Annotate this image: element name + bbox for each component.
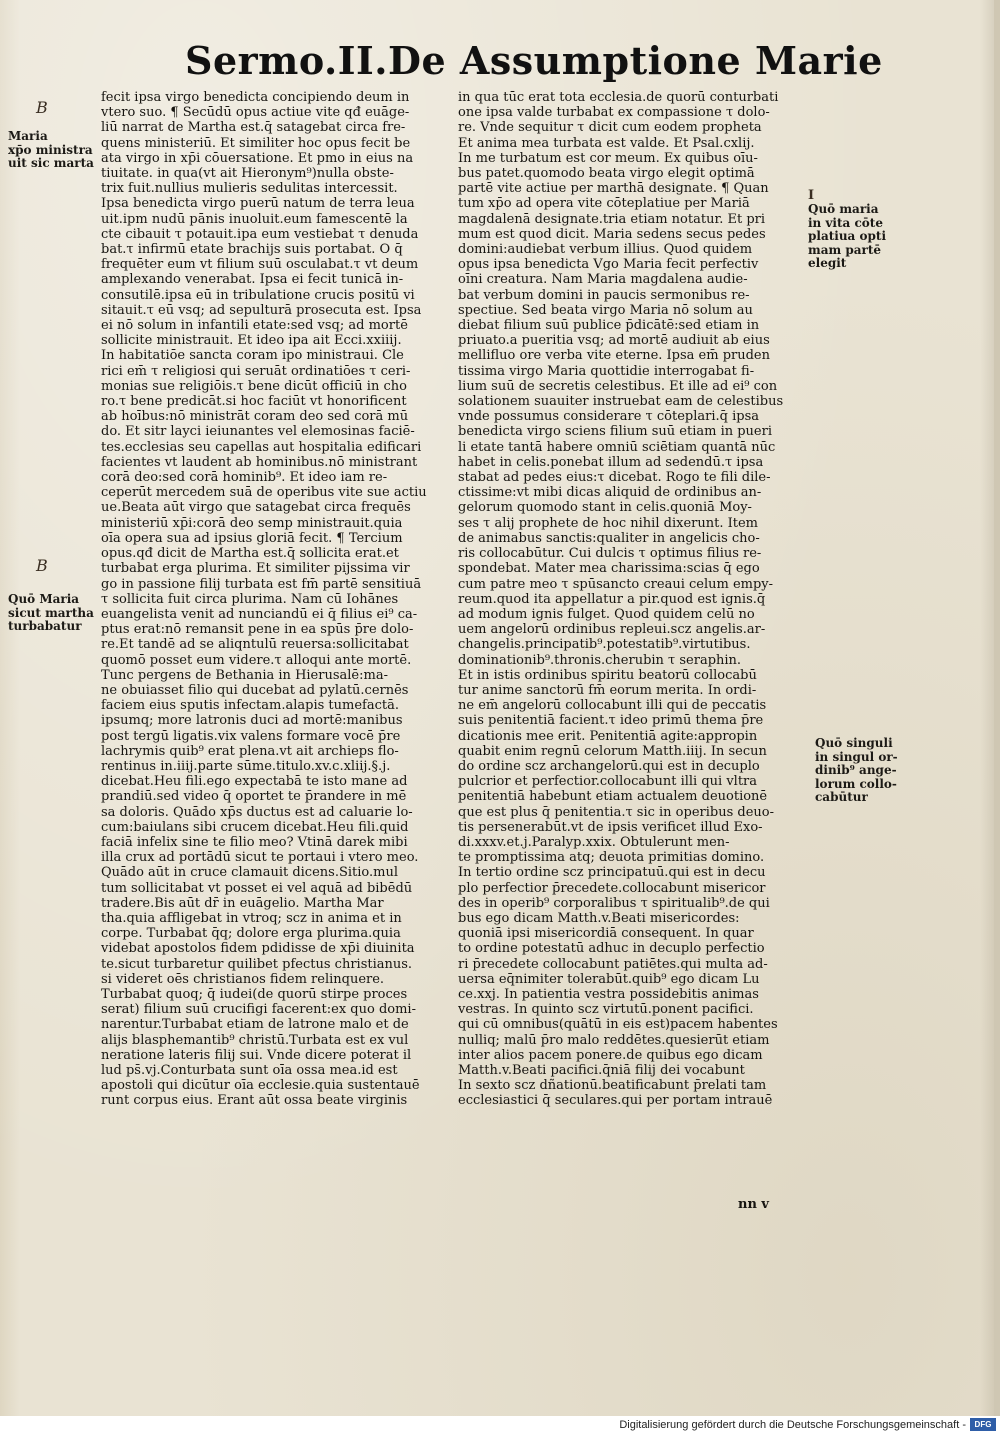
text-line: si videret oēs christianos fidem relinquere. [101,971,385,987]
text-line: go in passione filij turbata est fm̄ partē sensitiuā [101,576,422,592]
text-line: to ordine potestatū adhuc in decuplo perfectio [458,941,765,957]
text-line: partē vite actiue per marthā designate. ¶ Quan [458,181,769,197]
text-line: ministeriū xp̄i:corā deo semp ministrauit.quia [101,515,403,531]
text-line: que est plus q̄ penitentia.τ sic in operibus deuo- [458,804,774,820]
text-line: Tunc pergens de Bethania in Hierusalē:ma- [101,667,388,683]
text-line: rentinus in.iiij.parte sūme.titulo.xv.c.xliij.§.j. [101,758,391,774]
margin-note-line: dinib⁹ ange- [815,763,897,777]
text-line: vestras. In quinto scz virtutū.ponent pacifici. [458,1002,754,1018]
margin-mark-left-mid: B [36,556,48,575]
margin-note-left-top [8,130,94,171]
text-line: dominationib⁹.thronis.cherubin τ seraphin. [458,652,742,668]
text-line: ad modum ignis fulget. Quod quidem celū no [458,606,755,622]
text-line: re. Vnde sequitur τ dicit cum eodem propheta [458,120,762,136]
text-line: vnde possumus considerare τ cōteplari.q̄ ipsa [458,409,759,425]
text-line: te promptissima atq; deuota primitias domino. [458,850,765,866]
text-line: tum sollicitabat vt posset ei vel aquā ad bibēdū [101,880,413,896]
text-line: bat verbum domini in paucis sermonibus re- [458,287,750,303]
text-line: liū narrat de Martha est.q̄ satagebat circa fre- [101,120,406,136]
text-line: gelorum quomodo stant in celis.quoniā Moy- [458,500,752,516]
margin-note-line: elegit [808,256,847,270]
text-line: uersa eq̄nimiter tolerabūt.quib⁹ ego dicam Lu [458,971,760,987]
text-line: uem angelorū ordinibus repleui.scz angelis.ar- [458,622,766,638]
text-line: dicebat.Heu fili.ego expectabā te isto mane ad [101,774,408,790]
text-line: ptus erat:nō remansit pene in ea spūs p̄re dolo- [101,622,414,638]
margin-note-line: lorum collo- [815,776,897,791]
text-line: consutilē.ipsa eū in tribulatione crucis positū vi [101,287,415,303]
text-line: in qua tūc erat tota ecclesia.de quorū conturbati [458,90,779,105]
margin-note-line: Maria [8,129,48,143]
text-line: ab hoībus:nō ministrāt coram deo sed corā mū [101,409,409,425]
text-line: corā deo:sed corā hominib⁹. Et ideo iam re- [101,470,388,486]
text-line: tradere.Bis aūt dr̄ in euāgelio. Martha Mar [101,895,384,911]
text-line: Ipsa benedicta virgo puerū natum de terra leua [101,196,415,212]
text-line: reum.quod ita appellatur a pir.quod est ignis.q̄ [458,591,766,607]
signature-mark: nn v [738,1197,769,1212]
text-line: τ sollicita fuit circa plurima. Nam cū Iohānes [101,591,399,607]
text-line: ce.xxj. In patientia vestra possidebitis animas [458,986,759,1002]
text-line: li etate tantā habere omniū sciētiam quantā nūc [458,439,776,455]
text-line: ctissime:vt mibi dicas aliquid de ordinibus an- [458,485,762,501]
text-line: opus ipsa benedicta Vgo Maria fecit perfectiv [458,257,759,273]
text-line: domini:audiebat verbum illius. Quod quidem [458,242,753,258]
text-line: dicationis mee erit. Penitentiā agite:appropin [458,728,758,744]
text-line: Et anima mea turbata est valde. Et Psal.cxlij. [458,135,755,151]
text-line: lud ps̄.vj.Conturbata sunt oīa ossa mea.id est [101,1063,398,1078]
text-line: narentur.Turbabat etiam de latrone malo et de [101,1017,409,1033]
text-column-left [101,90,466,1225]
text-line: do. Et sit̄r layci ieiunantes vel elemosinas faciē- [101,424,415,440]
margin-note-right-mid [815,737,898,805]
text-line: ro.τ bene predicāt.si hoc faciūt vt honorificent [101,394,407,410]
text-line: ses τ alij prophete de hoc nihil dixerunt. Item [458,515,758,531]
text-line: tum xp̄o ad opera vite cōteplatiue per Mariā [458,196,750,212]
text-line: tha.quia affligebat in vtroq; scz in anima et in [101,910,402,926]
text-line: te.sicut turbaretur quilibet pfectus christianus. [101,956,413,972]
page-title: Sermo.II.De Assumptione Marie [185,38,883,83]
text-line: tur anime sanctorū fm̄ eorum merita. In ordi- [458,682,757,698]
text-line: di.xxxv.et.j.Paralyp.xxix. Obtulerunt men- [458,834,730,850]
text-line: turbabat erga plurima. Et similiter pijssima vir [101,561,410,577]
text-line: amplexando venerabat. Ipsa ei fecit tunicā in- [101,272,404,288]
text-line: In tertio ordine scz principatuū.qui est in decu [458,865,766,881]
text-line: In me turbatum est cor meum. Ex quibus oīu- [458,150,758,166]
text-line: solationem suauiter instruebat eam de celestibus [458,394,784,410]
dfg-logo: DFG [970,1418,996,1431]
text-line: videbat apostolos fidem pdidisse de xp̄i diuinita [101,941,415,957]
text-line: uit.ipm nudū pānis inuoluit.eum famescentē la [101,211,408,227]
text-line: lium suū de secretis celestibus. Et ille ad ei⁹ con [458,378,778,394]
text-line: Turbabat quoq; q̄ iudei(de quorū stirpe proces [101,986,408,1002]
text-line: magdalenā designate.tria etiam notatur. Et pri [458,211,766,227]
text-line: Et in istis ordinibus spiritu beatorū collocabū [458,667,757,683]
text-line: cum patre meo τ spūsancto creaui celum empy- [458,576,774,592]
margin-note-line: Quō maria [808,202,879,216]
text-line: serat) filium suū crucifigi facerent:ex quo domi- [101,1002,416,1018]
text-line: apostoli qui dicūtur oīa ecclesie.quia sustentauē [101,1078,420,1094]
text-line: lachrymis quib⁹ erat plena.vt ait archieps flo- [101,743,399,759]
text-line: quoniā ipsi misericordiā consequent. In quar [458,926,754,942]
margin-note-line: xp̄o ministra [8,142,93,157]
text-line: do ordine scz archangelorū.qui est in decuplo [458,758,760,774]
text-line: fecit ipsa virgo benedicta concipiendo deum in [101,90,410,105]
text-line: ceperūt mercedem suā de operibus vite sue actiu [101,485,427,501]
text-line: spectiue. Sed beata virgo Maria nō solum au [458,302,753,318]
margin-note-line: in singul or- [815,749,898,764]
text-line: bus ego dicam Matth.v.Beati misericordes: [458,910,740,926]
text-line: diebat filium suū publice p̄dicātē:sed etiam in [458,318,760,334]
page-edge [994,0,1000,1416]
margin-note-line: uit sic marta [8,156,94,170]
text-line: stabat ad pedes eius:τ dicebat. Rogo te fili dile- [458,470,771,486]
margin-note-line: sicut martha [8,605,94,620]
text-line: re.Et tandē ad se aliqntulū reuersa:sollicitabat [101,637,409,653]
text-line: tiuitate. in qua(vt ait Hieronym⁹)nulla obste- [101,166,394,182]
footer-credit: Digitalisierung gefördert durch die Deutsche Forschungsgemeinschaft - [619,1419,966,1431]
text-line: de animabus sanctis:qualiter in angelicis cho- [458,530,760,546]
text-line: post tergū ligatis.vix valens formare vocē p̄re [101,728,401,744]
text-line: sitauit.τ eū vsq; ad sepulturā prosecuta est. Ipsa [101,302,422,318]
text-line: bat.τ infirmū etate brachijs suis portabat. O q̄ [101,242,403,258]
margin-mark-right-top: I [808,188,815,203]
text-line: tes.ecclesias seu capellas aut hospitalia edificari [101,439,422,455]
text-line: inter alios pacem ponere.de quibus ego dicam [458,1047,763,1063]
text-line: ri p̄recedete collocabunt patiētes.qui multa ad- [458,956,768,972]
text-line: ipsumq; more latronis duci ad mortē:manibus [101,713,403,729]
text-line: spondebat. Mater mea charissima:scias q̄ ego [458,561,760,577]
text-line: qui cū omnibus(quātū in eis est)pacem habentes [458,1017,778,1033]
text-line: tis persenerabūt.vt de ipsis verificet illud Exo- [458,819,763,835]
text-line: mellifluo ore verba vite eterne. Ipsa em̄ pruden [458,348,770,364]
text-line: trix fuit.nullius mulieris sedulitas intercessit. [101,181,398,197]
text-line: alijs blasphemantib⁹ christū.Turbata est ex vul [101,1032,409,1048]
text-line: quens ministeriū. Et similiter hoc opus fecit be [101,135,411,151]
margin-mark-left-top: B [36,98,48,117]
text-line: cte cibauit τ potauit.ipa eum vestiebat τ denuda [101,226,419,242]
text-line: corpe. Turbabat q̄q; dolore erga plurima.quia [101,926,401,942]
margin-note-line: platiua opti [808,229,886,243]
text-line: pulcrior et perfectior.collocabunt illi qui vltra [458,774,758,790]
margin-note-line: turbabatur [8,619,82,633]
text-line: Matth.v.Beati pacifici.q̄niā filij dei vocabunt [458,1063,745,1078]
text-line: faciā infelix sine te filio meo? Vtinā darek mibi [101,834,408,850]
text-line: quabit enim regnū celorum Matth.iiij. In secun [458,743,767,759]
text-line: monias sue religiōis.τ bene dicūt officiū in cho [101,378,407,394]
margin-note-line: mam partē [808,242,882,257]
margin-note-line: Quō singuli [815,736,893,750]
text-line: changelis.principatib⁹.potestatib⁹.virtutibus. [458,637,751,653]
text-line: oīa opera sua ad ipsius gloriā fecit. ¶ Tercium [101,530,403,546]
text-line: Quādo aūt in cruce clamauit dicens.Sitio.mul [101,865,398,881]
text-line: ei nō solum in infantili etate:sed vsq; ad mortē [101,318,408,334]
text-line: plo perfectior p̄recedete.collocabunt misericor [458,880,766,896]
text-line: In habitatiōe sancta coram ipo ministraui. Cle [101,348,404,364]
text-line: quomō posset eum videre.τ alloqui ante mortē. [101,652,412,668]
text-line: one ipsa valde turbabat ex compassione τ dolo- [458,105,770,121]
text-line: suis penitentiā facient.τ ideo primū thema p̄re [458,713,764,729]
margin-note-left-mid [8,593,94,634]
text-line: illa crux ad portādū sicut te portaui i vtero meo. [101,850,419,866]
text-line: frequēter eum vt filium suū osculabat.τ vt deum [101,257,419,273]
text-line: vtero suo. ¶ Secūdū opus actiue vite qđ euāge- [101,105,410,121]
text-line: penitentiā habebunt etiam actualem deuotionē [458,789,768,805]
text-line: faciem eius sputis infectam.alapis tumefactā. [101,698,399,714]
text-line: facientes vt laudent ab hominibus.nō ministrant [101,454,418,470]
text-line: runt corpus eius. Erant aūt ossa beate virginis [101,1093,408,1109]
text-line: opus.qđ dicit de Martha est.q̄ sollicita erat.et [101,546,399,562]
text-line: sollicite ministrauit. Et ideo ipa ait Ecci.xxiiij. [101,333,402,349]
margin-note-line: Quō Maria [8,592,80,606]
text-line: sa doloris. Quādo xp̄s ductus est ad caluarie lo- [101,804,413,820]
text-line: bus patet.quomodo beata virgo elegit optimā [458,166,755,182]
text-line: ne obuiasset filio qui ducebat ad pylatū.cernēs [101,682,409,698]
text-line: prandiū.sed video q̄ oportet te p̄randere in mē [101,789,407,805]
footer-bar [0,1416,1000,1435]
text-line: ris collocabūtur. Cui dulcis τ optimus filius re- [458,546,762,562]
margin-note-line: in vita cōte [808,215,883,230]
margin-note-line: cabūtur [815,790,868,804]
text-line: oīni creatura. Nam Maria magdalena audie- [458,272,748,288]
text-column-right [458,90,823,1225]
text-line: rici em̄ τ religiosi qui seruāt ordinatiōes τ ceri- [101,363,411,379]
text-line: ata virgo in xp̄i cōuersatione. Et pmo in eius na [101,150,414,166]
text-line: benedicta virgo sciens filium suū etiam in pueri [458,424,772,440]
text-line: priuato.a pueritia vsq; ad mortē audiuit ab eius [458,333,770,349]
text-line: ecclesiastici q̄ seculares.qui per portam intrauē [458,1093,773,1109]
text-line: mum est quod dicit. Maria sedens secus pedes [458,226,766,242]
text-line: des in operib⁹ corporalibus τ spiritualib⁹.de qui [458,895,770,911]
text-line: habet in celis.ponebat illum ad sedendū.τ ipsa [458,454,764,470]
text-line: ue.Beata aūt virgo que satagebat circa frequēs [101,500,411,516]
text-line: neratione lateris filij sui. Vnde dicere poterat il [101,1047,412,1063]
text-line: tissima virgo Maria quottidie interrogabat fi- [458,363,755,379]
text-line: nulliq; malū p̄ro malo reddētes.quesierūt etiam [458,1032,770,1048]
text-line: In sexto scz dñationū.beatificabunt p̄relati tam [458,1078,767,1094]
text-line: ne em̄ angelorū collocabunt illi qui de peccatis [458,698,767,714]
text-line: euangelista venit ad nunciandū ei q̄ filius ei⁹ ca- [101,606,418,622]
text-line: cum:baiulans sibi crucem dicebat.Heu fili.quid [101,819,409,835]
